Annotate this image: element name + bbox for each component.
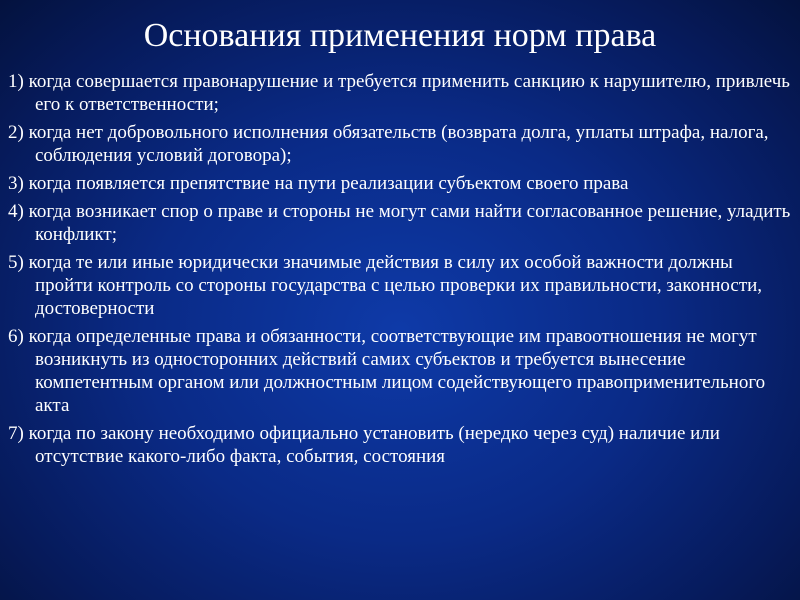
list-item-3: 3) когда появляется препятствие на пути реализации субъектом своего права [8,173,629,194]
list-item-6: 6) когда определенные права и обязанности, соответствующие им правоотношения не могут возникнуть из односторонних действий самих субъектов и требуется вынесение компетентным органом или должностным лицом содействующего правоприменительного акта [8,326,766,416]
bullet-list [8,70,792,473]
list-item-5: 5) когда те или иные юридически значимые действия в силу их особой важности должны пройти контроль со стороны государства с целью проверки их правильности, законности, достоверности [8,252,763,319]
list-item-1: 1) когда совершается правонарушение и требуется применить санкцию к нарушителю, привлечь его к ответственности; [8,71,790,115]
slide-title: Основания применения норм права [143,17,657,54]
list-item-4: 4) когда возникает спор о праве и стороны не могут сами найти согласованное решение, уладить конфликт; [8,201,791,245]
list-item-7: 7) когда по закону необходимо официально установить (нередко через суд) наличие или отсутствие какого-либо факта, события, состояния [8,423,720,467]
list-item-2: 2) когда нет добровольного исполнения обязательств (возврата долга, уплаты штрафа, налога, соблюдения условий договора); [8,122,769,166]
